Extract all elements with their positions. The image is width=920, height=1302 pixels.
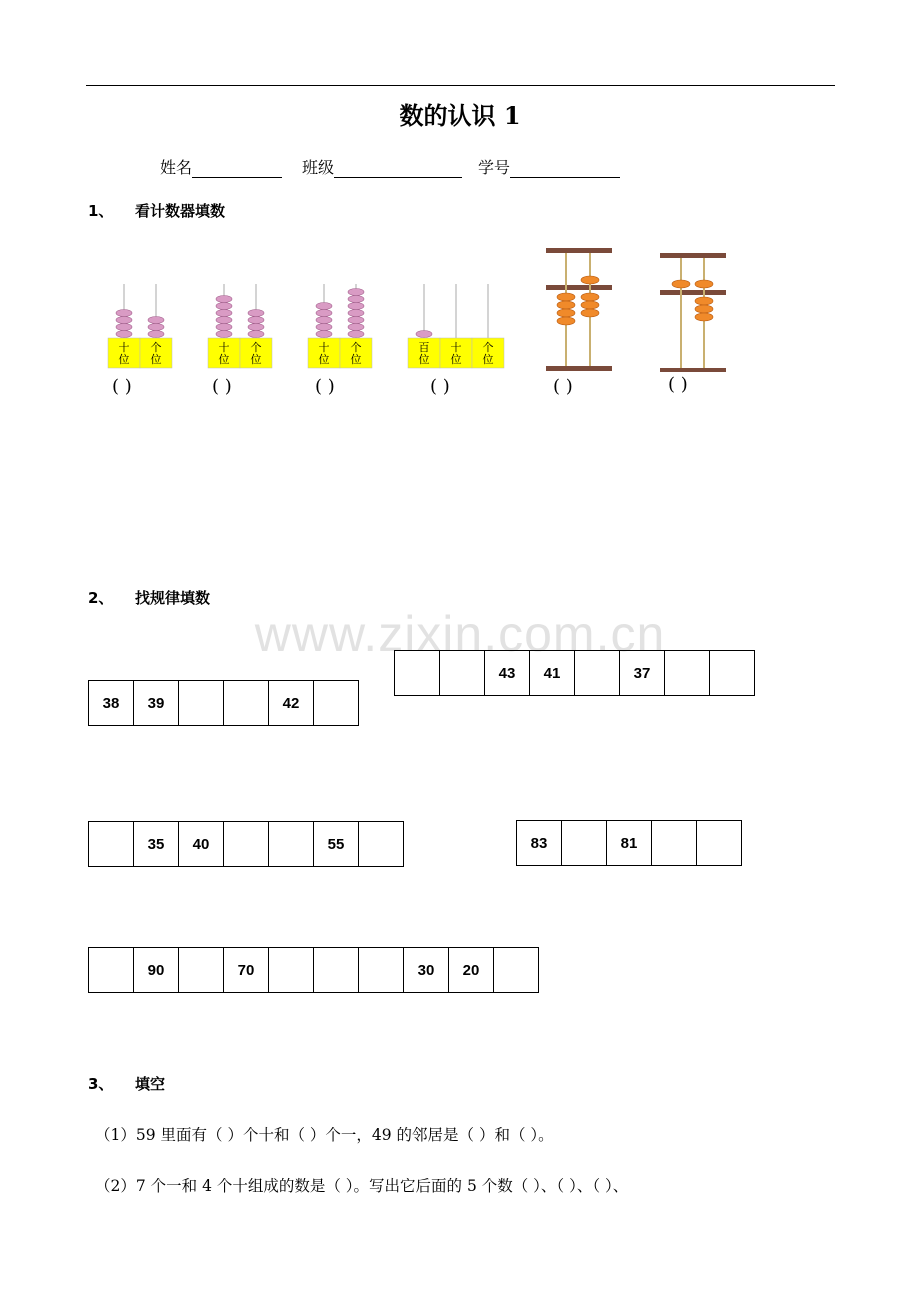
abacus-5	[546, 248, 612, 371]
sequence-cell: 40	[179, 822, 224, 867]
section-1-number: 1、	[88, 202, 114, 220]
sequence-table-4	[516, 820, 742, 866]
sequence-cell: 83	[517, 821, 562, 866]
sequence-cell[interactable]	[314, 681, 359, 726]
sequence-cell[interactable]	[440, 651, 485, 696]
sequence-cell[interactable]	[665, 651, 710, 696]
fill-blank-question-2: （2）7 个一和 4 个十组成的数是（ ）。写出它后面的 5 个数（ ）、（ ）、（ ）、	[95, 1177, 629, 1195]
sequence-cell: 41	[530, 651, 575, 696]
sequence-cell[interactable]	[224, 822, 269, 867]
name-field[interactable]	[160, 155, 282, 178]
counter-4-answer[interactable]: ( )	[430, 376, 450, 397]
counter-4-label-hundreds: 百 位	[418, 341, 430, 366]
sequence-table-3	[88, 821, 404, 867]
sequence-cell: 55	[314, 822, 359, 867]
sequence-cell: 70	[224, 948, 269, 993]
counter-2-answer[interactable]: ( )	[212, 376, 232, 397]
sequence-cell: 20	[449, 948, 494, 993]
sequence-cell[interactable]	[269, 948, 314, 993]
sequence-cell: 37	[620, 651, 665, 696]
section-1-title: 看计数器填数	[135, 202, 226, 220]
sequence-cell: 30	[404, 948, 449, 993]
counter-3-answer[interactable]: ( )	[315, 376, 335, 397]
class-label: 班级	[302, 158, 335, 177]
counter-3-label-ones: 个 位	[350, 341, 362, 366]
sequence-cell[interactable]	[179, 681, 224, 726]
sequence-cell[interactable]	[359, 948, 404, 993]
student-number-label: 学号	[478, 158, 511, 177]
sequence-cell[interactable]	[494, 948, 539, 993]
student-number-field[interactable]	[478, 155, 620, 178]
counter-4-label-tens: 十 位	[450, 341, 462, 366]
sequence-cell[interactable]	[179, 948, 224, 993]
sequence-cell: 90	[134, 948, 179, 993]
section-3-title: 填空	[135, 1075, 166, 1093]
section-3-number: 3、	[88, 1075, 114, 1093]
sequence-cell: 42	[269, 681, 314, 726]
counter-1-answer[interactable]: ( )	[112, 376, 132, 397]
fill-blank-question-1: （1）59 里面有（ ）个十和（ ）个一，49 的邻居是（ ）和（ ）。	[95, 1126, 554, 1144]
sequence-cell[interactable]	[697, 821, 742, 866]
sequence-cell: 35	[134, 822, 179, 867]
sequence-cell: 38	[89, 681, 134, 726]
counter-6-answer[interactable]: ( )	[668, 374, 688, 395]
sequence-cell[interactable]	[89, 948, 134, 993]
section-2-title: 找规律填数	[135, 589, 211, 607]
sequence-cell[interactable]	[395, 651, 440, 696]
sequence-cell[interactable]	[562, 821, 607, 866]
sequence-cell[interactable]	[224, 681, 269, 726]
counter-1-label-ones: 个 位	[150, 341, 162, 366]
sequence-cell[interactable]	[575, 651, 620, 696]
sequence-cell[interactable]	[314, 948, 359, 993]
sequence-table-2	[394, 650, 755, 696]
sequence-table-1	[88, 680, 359, 726]
sequence-cell: 43	[485, 651, 530, 696]
watermark: www.zixin.com.cn	[254, 606, 666, 662]
counter-2-label-ones: 个 位	[250, 341, 262, 366]
page-title: 数的认识 1	[399, 101, 521, 130]
sequence-cell: 39	[134, 681, 179, 726]
counter-2-label-tens: 十 位	[218, 341, 230, 366]
sequence-cell[interactable]	[359, 822, 404, 867]
sequence-cell[interactable]	[652, 821, 697, 866]
counter-5-answer[interactable]: ( )	[553, 376, 573, 397]
class-field[interactable]	[302, 155, 462, 178]
sequence-table-5	[88, 947, 539, 993]
sequence-cell[interactable]	[89, 822, 134, 867]
section-2-number: 2、	[88, 589, 114, 607]
sequence-cell: 81	[607, 821, 652, 866]
sequence-cell[interactable]	[269, 822, 314, 867]
top-rule	[86, 85, 835, 86]
abacus-6	[660, 253, 726, 372]
counter-3-label-tens: 十 位	[318, 341, 330, 366]
sequence-cell[interactable]	[710, 651, 755, 696]
name-label: 姓名	[160, 158, 193, 177]
counter-1-label-tens: 十 位	[118, 341, 130, 366]
counter-4-label-ones: 个 位	[482, 341, 494, 366]
